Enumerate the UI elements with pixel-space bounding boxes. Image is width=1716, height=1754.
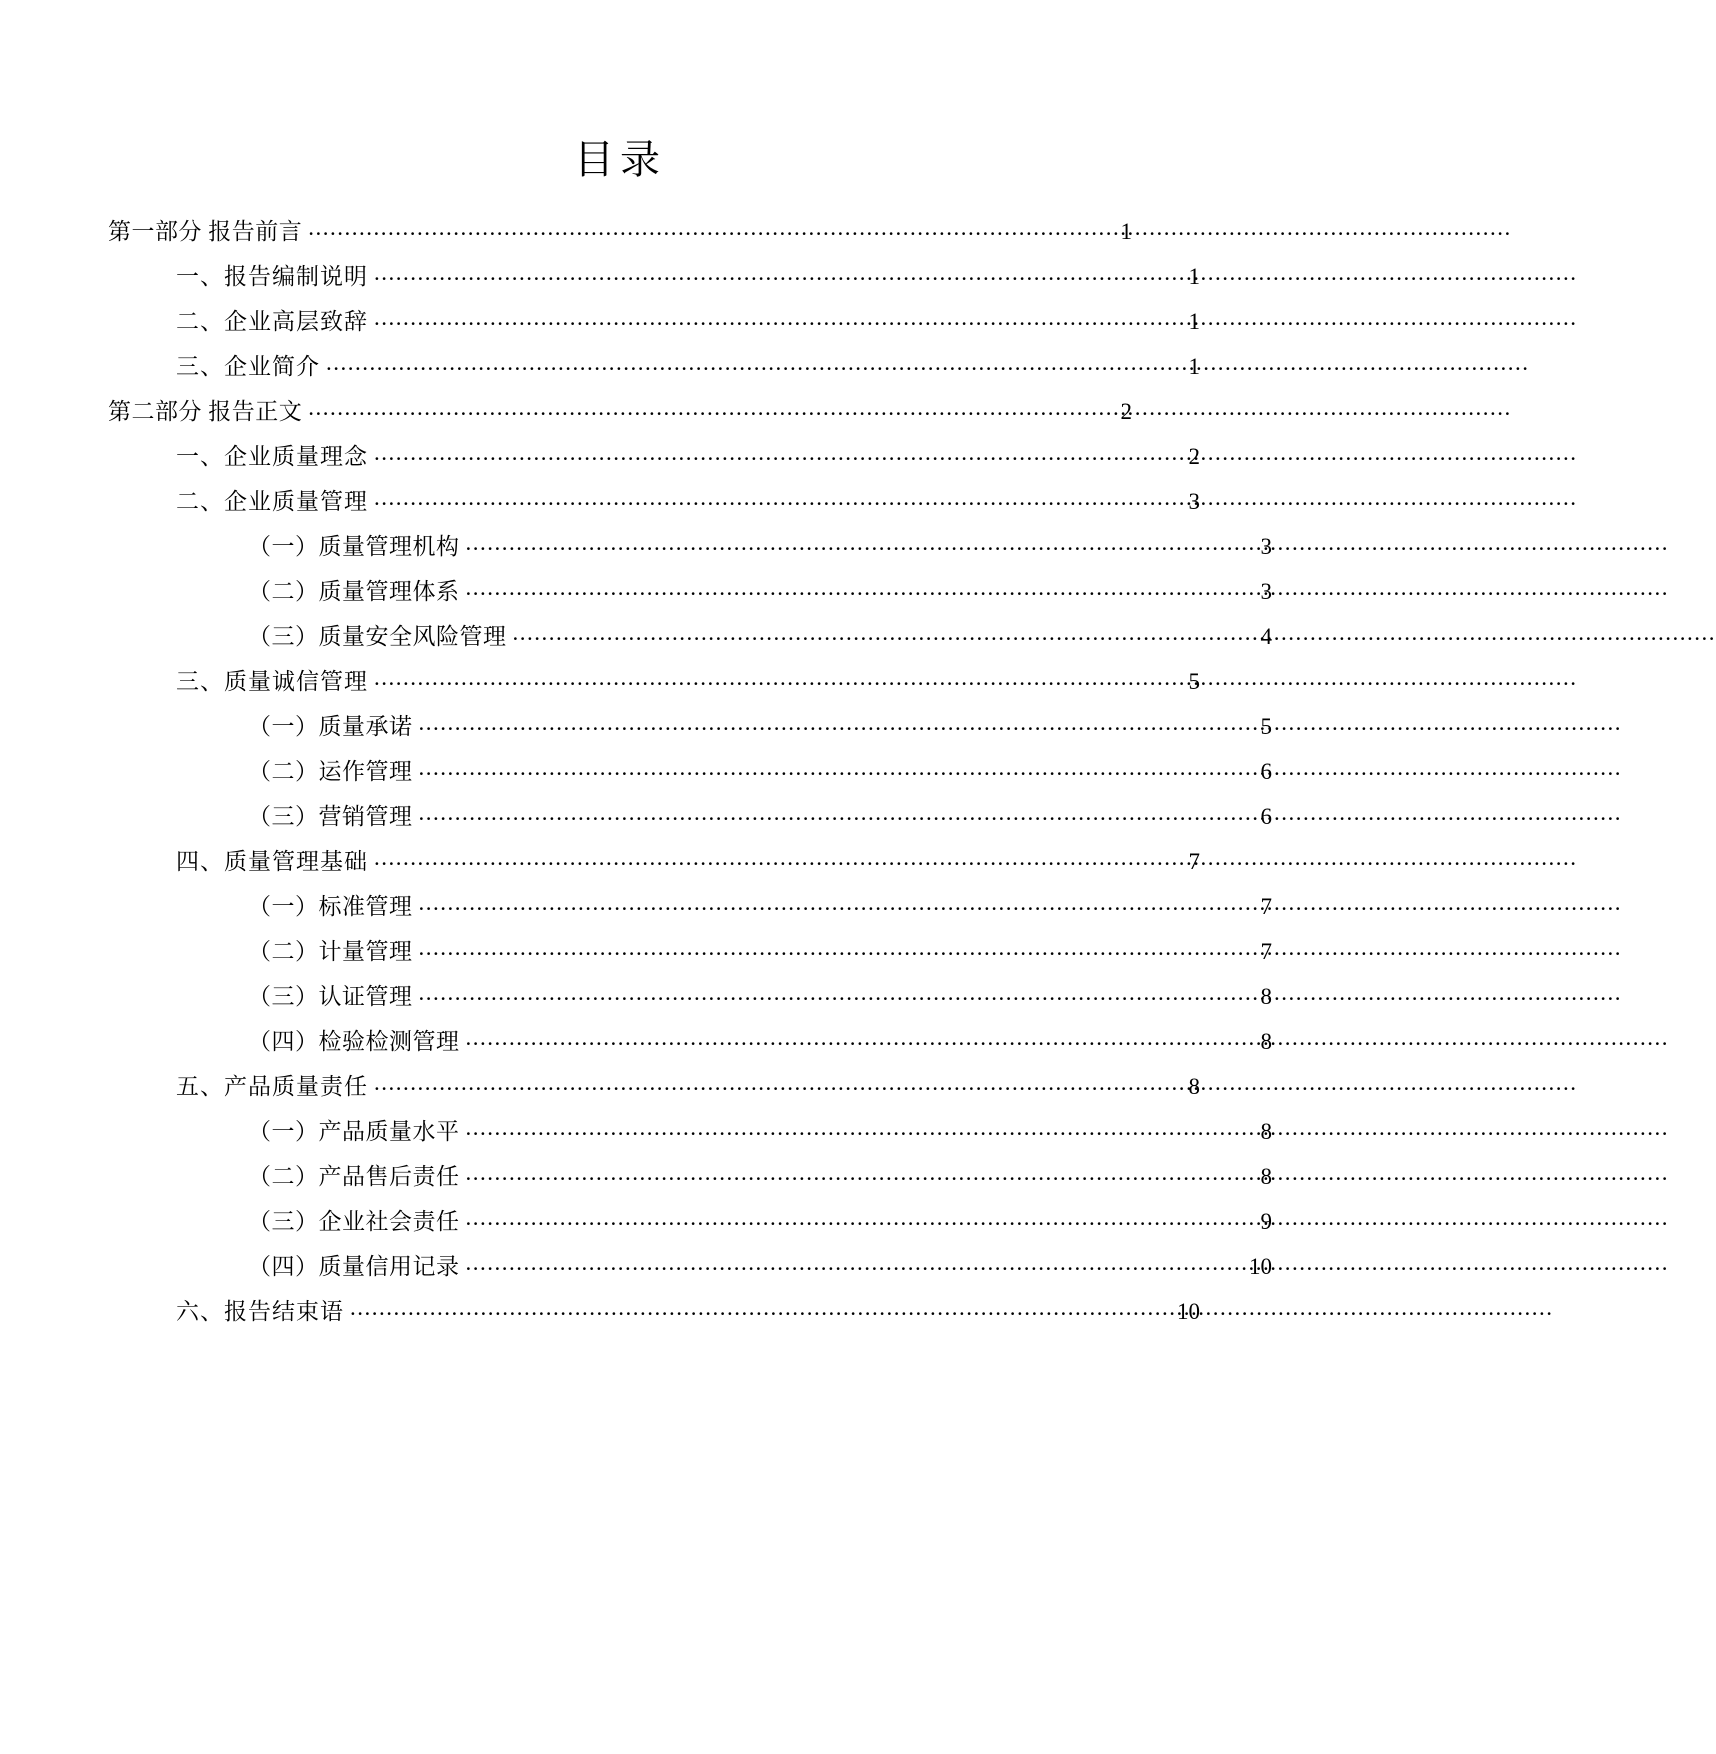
toc-leader-dots — [374, 261, 1168, 284]
toc-leader-dots — [308, 396, 1100, 419]
toc-entry-page-number: 1 — [1120, 219, 1132, 244]
toc-leader-dots — [374, 441, 1168, 464]
toc-entry-label: 五、产品质量责任 — [176, 1074, 368, 1099]
toc-entry[interactable] — [108, 477, 1200, 522]
toc-leader-dots — [374, 306, 1168, 329]
toc-entry[interactable] — [108, 837, 1200, 882]
toc-entry-label: 一、企业质量理念 — [176, 444, 368, 469]
toc-entry-label: 第一部分 报告前言 — [108, 219, 303, 244]
toc-leader-dots — [374, 846, 1168, 869]
toc-entry-label: （二）质量管理体系 — [248, 579, 460, 604]
toc-entry[interactable] — [108, 792, 1272, 837]
toc-entry[interactable] — [108, 522, 1272, 567]
toc-entry-label: （三）质量安全风险管理 — [248, 624, 507, 649]
toc-entry-label: （一）质量承诺 — [248, 714, 413, 739]
toc-entry-page-number: 7 — [1260, 939, 1272, 964]
toc-entry-page-number: 1 — [1188, 309, 1200, 334]
toc-leader-dots — [466, 1161, 1241, 1184]
toc-entry-page-number: 8 — [1260, 984, 1272, 1009]
toc-entry[interactable] — [108, 882, 1272, 927]
toc-entry-label: 三、质量诚信管理 — [176, 669, 368, 694]
toc-entry-label: （二）运作管理 — [248, 759, 413, 784]
toc-entry-page-number: 6 — [1260, 759, 1272, 784]
toc-leader-dots — [374, 666, 1168, 689]
toc-entry[interactable] — [108, 432, 1200, 477]
toc-entry-page-number: 1 — [1188, 264, 1200, 289]
toc-entry-page-number: 9 — [1260, 1209, 1272, 1234]
toc-entry-page-number: 3 — [1260, 534, 1272, 559]
page-title: 目录 — [574, 137, 666, 182]
toc-entry[interactable] — [108, 1107, 1272, 1152]
toc-entry-label: 四、质量管理基础 — [176, 849, 368, 874]
toc-entry-page-number: 8 — [1260, 1164, 1272, 1189]
table-of-contents — [108, 207, 1272, 1332]
toc-entry-page-number: 6 — [1260, 804, 1272, 829]
toc-entry-page-number: 4 — [1260, 624, 1272, 649]
toc-entry[interactable] — [108, 567, 1272, 612]
toc-entry[interactable] — [108, 1152, 1272, 1197]
toc-entry-label: 三、企业简介 — [176, 354, 320, 379]
toc-entry-label: （一）质量管理机构 — [248, 534, 460, 559]
toc-entry-page-number: 7 — [1188, 849, 1200, 874]
toc-leader-dots — [466, 1116, 1241, 1139]
toc-entry[interactable] — [108, 702, 1272, 747]
toc-entry-page-number: 3 — [1260, 579, 1272, 604]
toc-entry[interactable] — [108, 1062, 1200, 1107]
toc-leader-dots — [419, 756, 1241, 779]
toc-entry-page-number: 2 — [1120, 399, 1132, 424]
toc-entry-page-number: 10 — [1249, 1254, 1272, 1279]
toc-entry[interactable] — [108, 1017, 1272, 1062]
toc-leader-dots — [326, 351, 1168, 374]
toc-entry-page-number: 8 — [1188, 1074, 1200, 1099]
toc-entry[interactable] — [108, 207, 1132, 252]
toc-entry-label: （二）计量管理 — [248, 939, 413, 964]
toc-entry-label: （一）标准管理 — [248, 894, 413, 919]
toc-leader-dots — [308, 216, 1100, 239]
toc-entry-page-number: 3 — [1188, 489, 1200, 514]
toc-entry-label: 第二部分 报告正文 — [108, 399, 303, 424]
toc-leader-dots — [350, 1296, 1168, 1319]
toc-entry-label: （二）产品售后责任 — [248, 1164, 460, 1189]
toc-entry[interactable] — [108, 1287, 1200, 1332]
toc-entry-page-number: 5 — [1188, 669, 1200, 694]
toc-leader-dots — [513, 621, 1241, 644]
toc-entry-page-number: 7 — [1260, 894, 1272, 919]
toc-entry-label: （四）质量信用记录 — [248, 1254, 460, 1279]
toc-entry[interactable] — [108, 657, 1200, 702]
toc-leader-dots — [374, 1071, 1168, 1094]
toc-entry[interactable] — [108, 297, 1200, 342]
toc-leader-dots — [466, 1251, 1241, 1274]
toc-entry[interactable] — [108, 387, 1132, 432]
toc-leader-dots — [419, 891, 1241, 914]
toc-entry-label: 二、企业高层致辞 — [176, 309, 368, 334]
toc-entry-label: 二、企业质量管理 — [176, 489, 368, 514]
toc-leader-dots — [466, 576, 1241, 599]
toc-entry[interactable] — [108, 1197, 1272, 1242]
toc-entry-label: 六、报告结束语 — [176, 1299, 344, 1324]
toc-entry[interactable] — [108, 927, 1272, 972]
toc-entry-label: （三）营销管理 — [248, 804, 413, 829]
toc-entry-page-number: 2 — [1188, 444, 1200, 469]
toc-leader-dots — [419, 981, 1241, 1004]
toc-entry-label: （三）企业社会责任 — [248, 1209, 460, 1234]
toc-entry[interactable] — [108, 342, 1200, 387]
toc-entry-page-number: 8 — [1260, 1119, 1272, 1144]
toc-leader-dots — [466, 1206, 1241, 1229]
toc-entry[interactable] — [108, 252, 1200, 297]
toc-leader-dots — [419, 801, 1241, 824]
toc-entry-label: （一）产品质量水平 — [248, 1119, 460, 1144]
toc-entry-page-number: 10 — [1177, 1299, 1200, 1324]
toc-entry[interactable] — [108, 747, 1272, 792]
toc-entry-label: （三）认证管理 — [248, 984, 413, 1009]
toc-entry-page-number: 5 — [1260, 714, 1272, 739]
toc-leader-dots — [374, 486, 1168, 509]
toc-leader-dots — [419, 936, 1241, 959]
toc-entry-page-number: 1 — [1188, 354, 1200, 379]
toc-entry[interactable] — [108, 612, 1272, 657]
toc-entry-label: （四）检验检测管理 — [248, 1029, 460, 1054]
toc-entry[interactable] — [108, 972, 1272, 1017]
toc-entry[interactable] — [108, 1242, 1272, 1287]
toc-leader-dots — [466, 531, 1241, 554]
toc-leader-dots — [466, 1026, 1241, 1049]
toc-leader-dots — [419, 711, 1241, 734]
toc-entry-label: 一、报告编制说明 — [176, 264, 368, 289]
toc-entry-page-number: 8 — [1260, 1029, 1272, 1054]
